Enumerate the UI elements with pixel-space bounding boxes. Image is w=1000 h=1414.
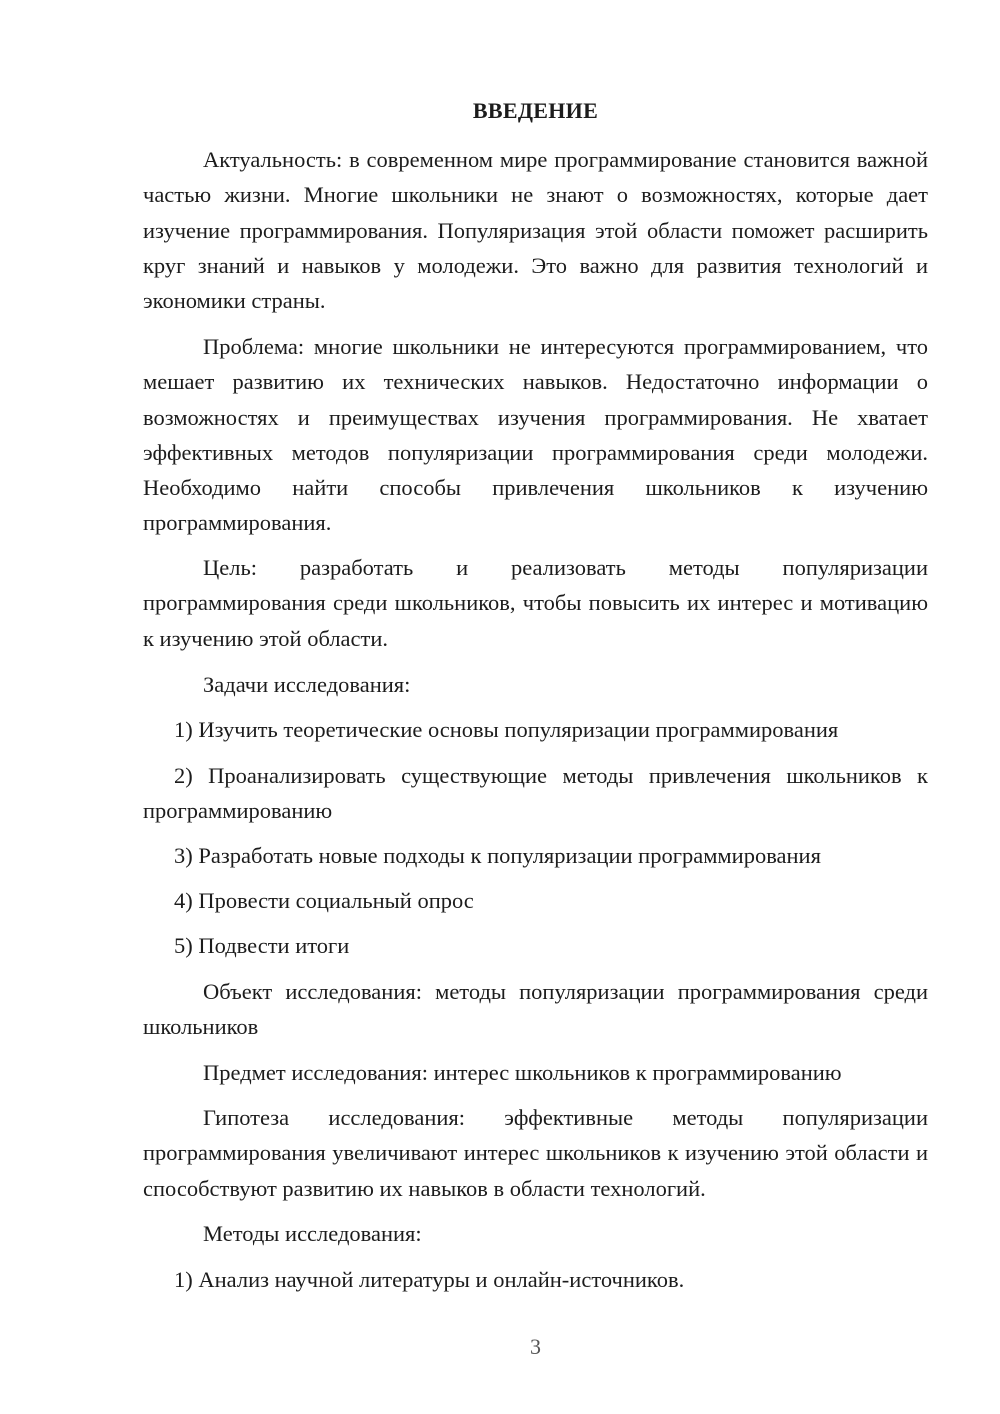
- method-item: 1) Анализ научной литературы и онлайн-источников.: [174, 1267, 685, 1292]
- methods-heading: Методы исследования:: [203, 1221, 422, 1246]
- task-item: 4) Провести социальный опрос: [174, 888, 474, 913]
- task-item: 2) Проанализировать существующие методы привлечения школьников к программированию: [143, 763, 928, 824]
- problem-paragraph: Проблема: многие школьники не интересуются программированием, что мешает развитию их технических навыков. Недостаточно информации о возможностях и преимуществах изучения программирования. Не хватает эффективных методов популяризации программирования среди молодежи. Необходимо найти способы привлечения школьников к изучению программирования.: [143, 334, 928, 536]
- hypothesis-paragraph: Гипотеза исследования: эффективные методы популяризации программирования увеличивают интерес школьников к изучению этой области и способствуют развитию их навыков в области технологий.: [143, 1105, 928, 1201]
- task-item: 3) Разработать новые подходы к популяризации программирования: [174, 843, 821, 868]
- object-paragraph: Объект исследования: методы популяризации программирования среди школьников: [143, 979, 928, 1040]
- task-item: 5) Подвести итоги: [174, 933, 350, 958]
- goal-paragraph: Цель: разработать и реализовать методы популяризации программирования среди школьников, чтобы повысить их интерес и мотивацию к изучению этой области.: [143, 555, 928, 651]
- task-item: 1) Изучить теоретические основы популяризации программирования: [174, 717, 839, 742]
- subject-paragraph: Предмет исследования: интерес школьников к программированию: [203, 1060, 842, 1085]
- relevance-paragraph: Актуальность: в современном мире программирование становится важной частью жизни. Многие школьники не знают о возможностях, которые дает изучение программирования. Популяризация этой области поможет расширить круг знаний и навыков у молодежи. Это важно для развития технологий и экономики страны.: [143, 147, 928, 314]
- page-number: 3: [530, 1334, 541, 1359]
- tasks-heading: Задачи исследования:: [203, 672, 411, 697]
- section-title: ВВЕДЕНИЕ: [472, 98, 599, 123]
